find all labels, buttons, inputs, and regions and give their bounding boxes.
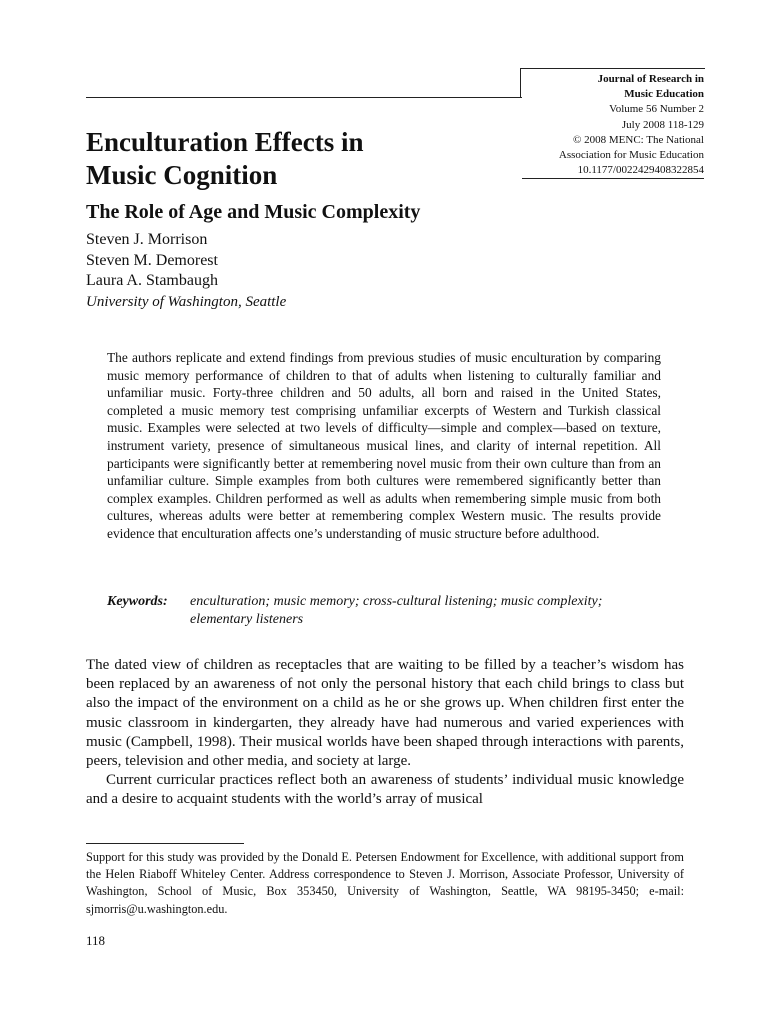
author-block: [86, 230, 586, 312]
author-name: Steven M. Demorest: [86, 251, 218, 269]
footnote-rule: [86, 843, 244, 844]
journal-name-line1: Journal of Research in: [597, 73, 704, 85]
author-name: Laura A. Stambaugh: [86, 272, 218, 289]
journal-name-line2: Music Education: [624, 88, 704, 101]
journal-info-bottom-rule: [522, 178, 704, 179]
body-paragraph: Current curricular practices reflect both an awareness of students’ individual music knowledge and a desire to acquaint students with the world’s array of musical: [86, 772, 684, 808]
journal-volume: Volume 56 Number 2: [609, 103, 704, 116]
journal-copyright-line1: © 2008 MENC: The National: [573, 133, 704, 146]
journal-info: [520, 72, 704, 178]
author-name: Steven J. Morrison: [86, 231, 208, 248]
article-subtitle: The Role of Age and Music Complexity: [86, 201, 421, 223]
footnote: Support for this study was provided by the Donald E. Petersen Endowment for Excellence, with additional support from the Helen Riaboff Whiteley Center. Address correspondence to Steven J. Morrison, Associate Professor, University of Washington, School of Music, Box 353450, University of Washington, Seattle, WA 98195-3450; e-mail: sjmorris@u.washington.edu.: [86, 850, 684, 916]
article-title-line1: Enculturation Effects in: [86, 127, 364, 157]
body-text: [86, 656, 684, 810]
article-title-line2: Music Cognition: [86, 160, 278, 190]
keywords-label: Keywords:: [107, 594, 168, 609]
keywords-list: enculturation; music memory; cross-cultural listening; music complexity; elementary listeners: [190, 594, 603, 627]
abstract: The authors replicate and extend findings from previous studies of music enculturation by comparing music memory performance of children to that of adults when listening to culturally familiar and unfamiliar music. Forty-three children and 50 adults, all born and raised in the United States, completed a music memory test comprising unfamiliar excerpts of Western and Turkish classical music. Examples were selected at two levels of difficulty—simple and complex—based on texture, instrument variety, presence of simultaneous musical lines, and clarity of internal repetition. All participants were significantly better at remembering novel music from their own culture than from an unfamiliar culture. Simple examples from both cultures were remembered significantly better than complex examples. Children performed as well as adults when remembering simple music from both cultures, whereas adults were better at remembering complex Western music. The results provide evidence that enculturation affects one’s understanding of music structure before adulthood.: [107, 350, 661, 541]
header-rule-left: [86, 97, 522, 98]
body-paragraph: The dated view of children as receptacles that are waiting to be filled by a teacher’s wisdom has been replaced by an awareness of not only the personal history that each child brings to class but also the impact of the environment on a child as he or she grows up. When children first enter the music classroom in kindergarten, they already have had numerous and varied experiences with music (Campbell, 1998). Their musical worlds have been shaped through interactions with parents, peers, television and other media, and society at large.: [86, 657, 684, 770]
journal-copyright-line2: Association for Music Education: [558, 149, 704, 162]
author-affiliation: University of Washington, Seattle: [86, 293, 287, 310]
page-number: 118: [86, 933, 106, 948]
journal-date-pages: July 2008 118-129: [621, 118, 704, 131]
article-title: [86, 126, 506, 192]
journal-doi: 10.1177/0022429408322854: [577, 164, 704, 177]
